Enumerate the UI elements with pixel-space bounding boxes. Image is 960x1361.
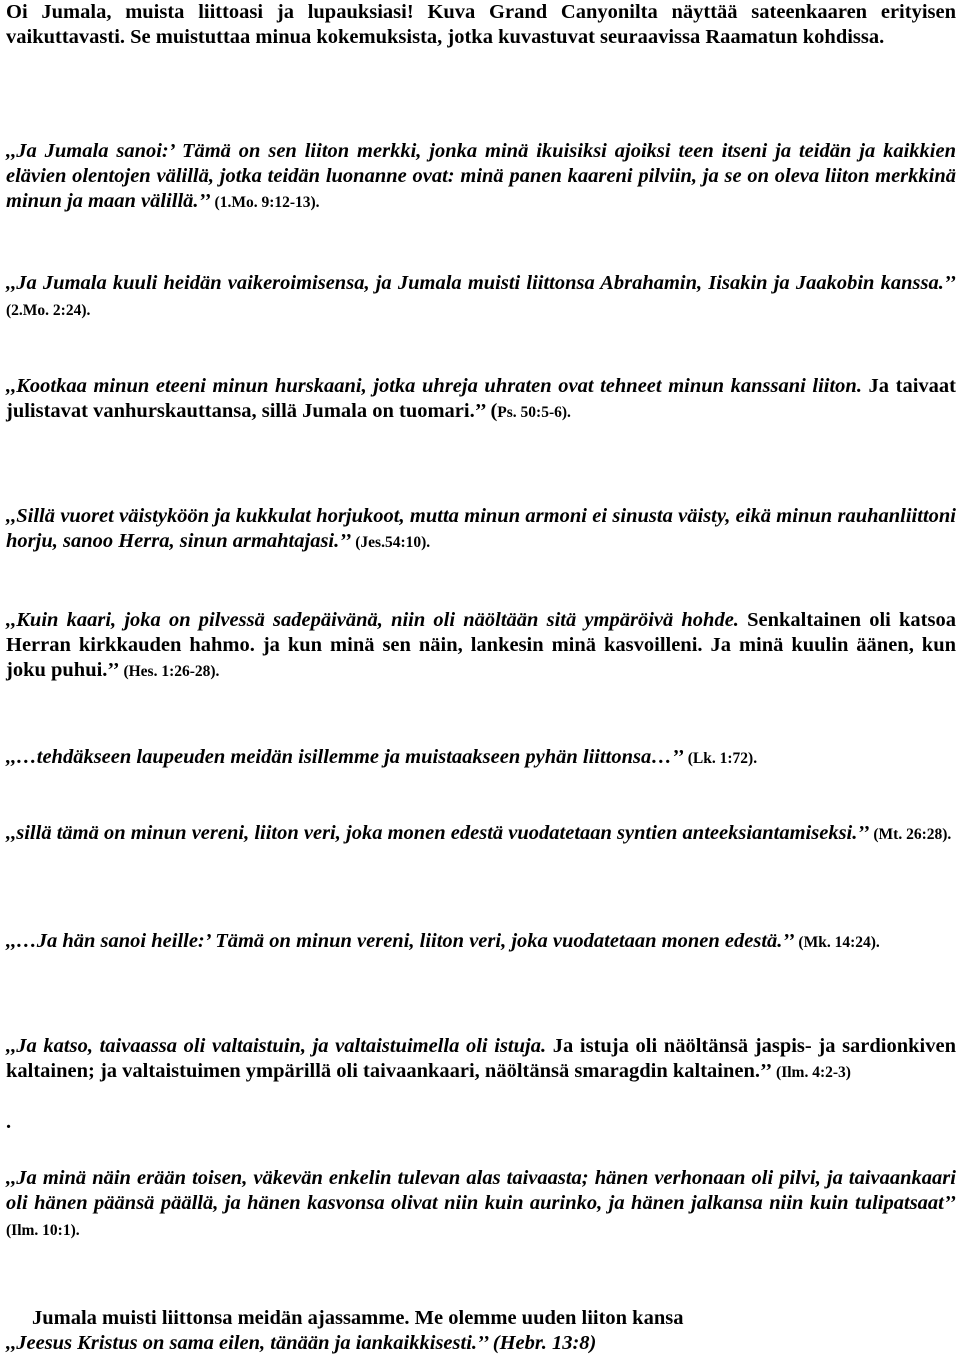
quote-reference: (1.Mo. 9:12-13). bbox=[210, 194, 320, 211]
quote-text: ,,Ja Jumala sanoi:’ Tämä on sen liiton merkki, jonka minä ikuisiksi ajoiksi teen itseni ja teidän ja kaikkien elävien olentojen välillä, jotka teidän luonanne ovat: minä panen kaareni pilviin, ja se on oleva liiton merkkinä minun ja maan välillä.’’ bbox=[6, 140, 956, 212]
quote-reference: (2.Mo. 2:24). bbox=[6, 302, 91, 319]
quote-text: ,,…Ja hän sanoi heille:’ Tämä on minun vereni, liiton veri, joka vuodatetaan monen edestä.’’ bbox=[6, 930, 795, 952]
quote-exodus bbox=[6, 271, 956, 323]
stray-dot: . bbox=[6, 1111, 12, 1133]
intro-paragraph: Oi Jumala, muista liittoasi ja lupauksiasi! Kuva Grand Canyonilta näyttää sateenkaaren erityisen vaikuttavasti. Se muistuttaa minua kokemuksista, jotka kuvastuvat seuraavissa Raamatun kohdissa. bbox=[6, 1, 956, 48]
quote-matthew bbox=[6, 821, 956, 847]
quote-revelation-10 bbox=[6, 1166, 956, 1243]
quote-reference: (Ilm. 10:1). bbox=[6, 1222, 80, 1239]
quote-text: ,,Ja katso, taivaassa oli valtaistuin, ja valtaistuimella oli istuja. bbox=[6, 1035, 547, 1057]
quote-genesis bbox=[6, 139, 956, 215]
quote-ezekiel bbox=[6, 608, 956, 684]
quote-text: ,,Kuin kaari, joka on pilvessä sadepäivänä, niin oli näöltään sitä ympäröivä hohde. bbox=[6, 609, 739, 631]
quote-text: ,,…tehdäkseen laupeuden meidän isillemme ja muistaakseen pyhän liittonsa…’’ bbox=[6, 746, 684, 768]
quote-reference: Ps. 50:5-6). bbox=[497, 404, 571, 421]
quote-text-upright: Ja istuja oli näöltänsä jaspis- ja sardionkiven kaltainen; ja valtaistuimen ympärillä oli taivaankaari, näöltänsä smaragdin kaltainen.’’ bbox=[6, 1035, 957, 1082]
closing-line-2: ,,Jeesus Kristus on sama eilen, tänään ja iankaikkisesti.’’ (Hebr. 13:8) bbox=[6, 1332, 597, 1354]
closing-line-1: Jumala muisti liittonsa meidän ajassamme. Me olemme uuden liiton kansa bbox=[32, 1307, 684, 1329]
quote-text-upright: Senkaltainen oli katsoa Herran kirkkauden hahmo. ja kun minä sen näin, lankesin minä kasvoilleni. Ja minä kuulin äänen, kun joku puhui.’’ bbox=[6, 609, 956, 681]
quote-reference: (Mk. 14:24). bbox=[794, 934, 880, 951]
quote-psalms bbox=[6, 374, 956, 425]
quote-text-upright: Ja taivaat julistavat vanhurskauttansa, sillä Jumala on tuomari.’’ ( bbox=[6, 375, 956, 422]
quote-revelation-4 bbox=[6, 1034, 956, 1085]
quote-luke bbox=[6, 745, 956, 771]
quote-reference: (Lk. 1:72). bbox=[683, 750, 758, 767]
quote-reference: (Ilm. 4:2-3) bbox=[772, 1064, 851, 1081]
quote-text: ,,Ja minä näin erään toisen, väkevän enkelin tulevan alas taivaasta; hänen verhonaan oli pilvi, ja taivaankaari oli hänen päänsä päällä, ja hänen kasvonsa olivat niin kuin aurinko, ja hänen jalkansa niin kuin tulipatsaat’’ bbox=[6, 1167, 956, 1214]
quote-isaiah bbox=[6, 504, 956, 555]
quote-text: ,,Sillä vuoret väistyköön ja kukkulat horjukoot, mutta minun armoni ei sinusta väisty, eikä minun rauhanliittoni horju, sanoo Herra, sinun armahtajasi.’’ bbox=[6, 505, 956, 552]
quote-reference: (Jes.54:10). bbox=[351, 534, 431, 551]
quote-reference: (Mt. 26:28). bbox=[869, 826, 952, 843]
quote-reference: (Hes. 1:26-28). bbox=[119, 663, 220, 680]
quote-text: ,,sillä tämä on minun vereni, liiton veri, joka monen edestä vuodatetaan syntien anteeksiantamiseksi.’’ bbox=[6, 822, 870, 844]
quote-text: ,,Ja Jumala kuuli heidän vaikeroimisensa, ja Jumala muisti liittonsa Abrahamin, Iisakin ja Jaakobin kanssa.’’ bbox=[6, 272, 956, 294]
quote-mark bbox=[6, 929, 956, 955]
quote-text: ,,Kootkaa minun eteeni minun hurskaani, jotka uhreja uhraten ovat tehneet minun kanssani liiton. bbox=[6, 375, 862, 397]
